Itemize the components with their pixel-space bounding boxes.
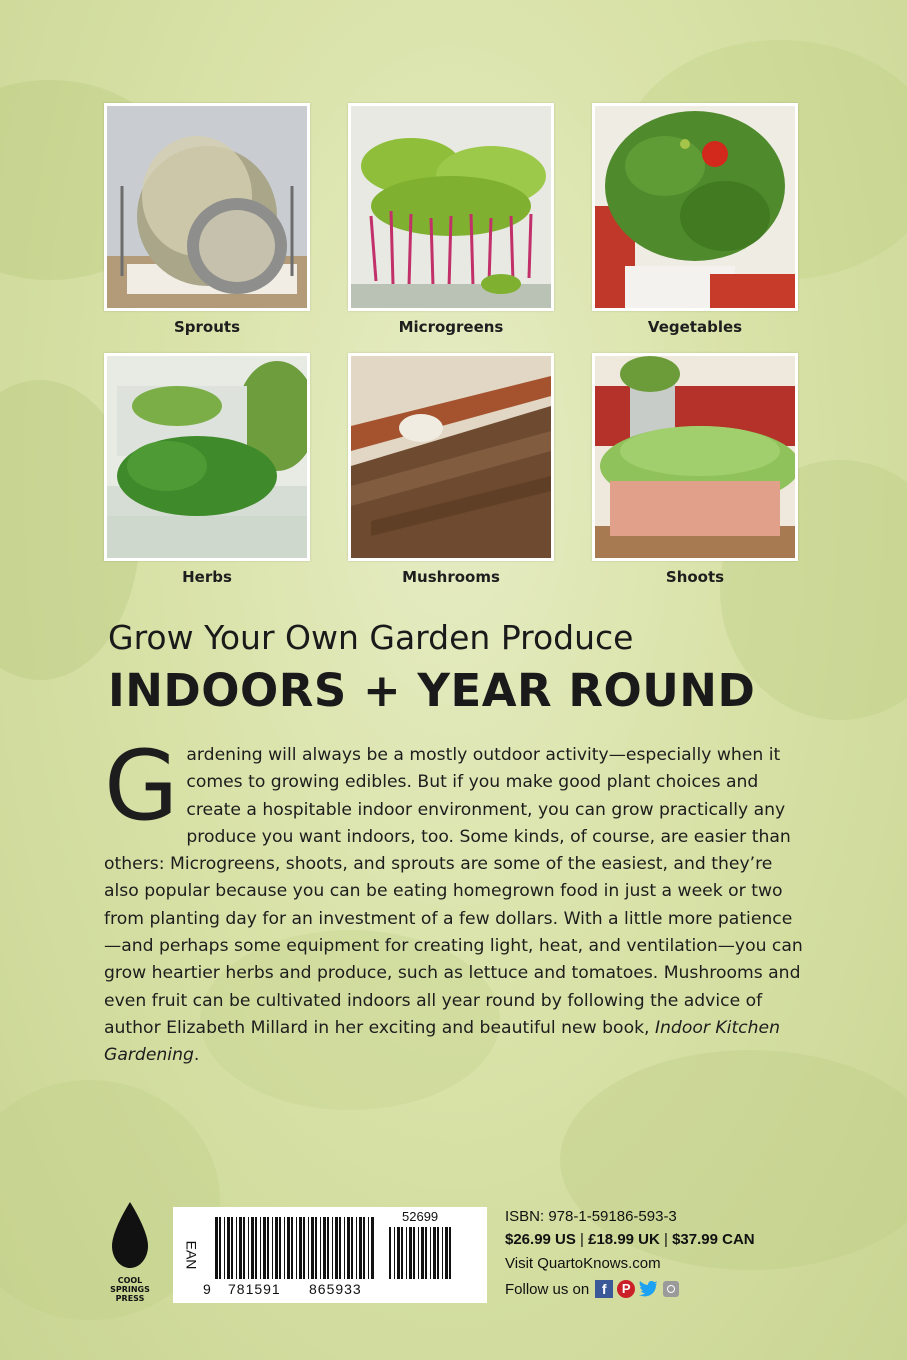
prices <box>505 1231 755 1248</box>
follow-us <box>505 1280 679 1298</box>
photo-shoots <box>592 353 798 561</box>
description-end: . <box>193 1045 200 1066</box>
headline-line2: INDOORS + YEAR ROUND <box>108 664 756 717</box>
description <box>104 730 804 1070</box>
barcode-digits-group1: 781591 <box>228 1281 281 1297</box>
book-title: Indoor Kitchen Gardening <box>104 1017 780 1066</box>
photo-sprouts <box>104 103 310 311</box>
publisher-line2: SPRINGS <box>110 1285 150 1294</box>
photo-microgreens <box>348 103 554 311</box>
photo-vegetables <box>592 103 798 311</box>
facebook-icon[interactable]: f <box>595 1280 613 1298</box>
isbn: ISBN: 978-1-59186-593-3 <box>505 1208 677 1225</box>
description-text: ardening will always be a mostly outdoor activity—especially when it comes to growing edibles. But if you make good plant choices and create a hospitable indoor environment, you can grow practically any produce you want indoors, too. Some kinds, of course, are easier than others: Microgreens, shoots, and sprouts are some of the easiest, and they’re also popular because you can be eating homegrown food in just a week or two from planting day for an investment of a few dollars. With a little more patience—and perhaps some equipment for creating light, heat, and ventilation—you can grow heartier herbs and produce, such as lettuce and tomatoes. Mushrooms and even fruit can be cultivated indoors all year round by following the advice of author Elizabeth Millard in her exciting and beautiful new book, <box>104 745 803 1038</box>
caption-mushrooms: Mushrooms <box>402 568 500 586</box>
caption-shoots: Shoots <box>665 568 725 586</box>
caption-sprouts: Sprouts <box>173 318 241 336</box>
photo-mushrooms <box>348 353 554 561</box>
price-separator: | <box>575 1231 589 1248</box>
twitter-icon[interactable] <box>639 1280 659 1298</box>
pinterest-icon[interactable]: P <box>617 1280 635 1298</box>
barcode-digit-lead: 9 <box>203 1281 211 1297</box>
price-code: 52699 <box>402 1209 439 1224</box>
caption-herbs: Herbs <box>182 568 232 586</box>
caption-vegetables: Vegetables <box>647 318 743 336</box>
caption-microgreens: Microgreens <box>398 318 504 336</box>
publisher-logo <box>108 1200 152 1310</box>
drop-cap: G <box>104 730 179 842</box>
photo-herbs <box>104 353 310 561</box>
headline-line1: Grow Your Own Garden Produce <box>108 618 634 657</box>
price-uk: £18.99 UK <box>588 1231 660 1248</box>
follow-label: Follow us on <box>505 1280 590 1298</box>
barcode <box>173 1207 487 1303</box>
barcode-digits-group2: 865933 <box>309 1281 362 1297</box>
publisher-line1: COOL <box>117 1276 143 1285</box>
visit-link[interactable]: Visit QuartoKnows.com <box>505 1255 661 1272</box>
barcode-bars-main <box>215 1217 375 1279</box>
price-us: $26.99 US <box>505 1231 576 1248</box>
ean-label: EAN <box>183 1240 200 1270</box>
drop-logo-icon <box>108 1200 152 1272</box>
instagram-icon[interactable] <box>663 1281 679 1297</box>
price-can: $37.99 CAN <box>672 1231 755 1248</box>
publisher-line3: PRESS <box>115 1294 145 1303</box>
barcode-bars-addon <box>389 1227 451 1279</box>
price-separator: | <box>659 1231 673 1248</box>
